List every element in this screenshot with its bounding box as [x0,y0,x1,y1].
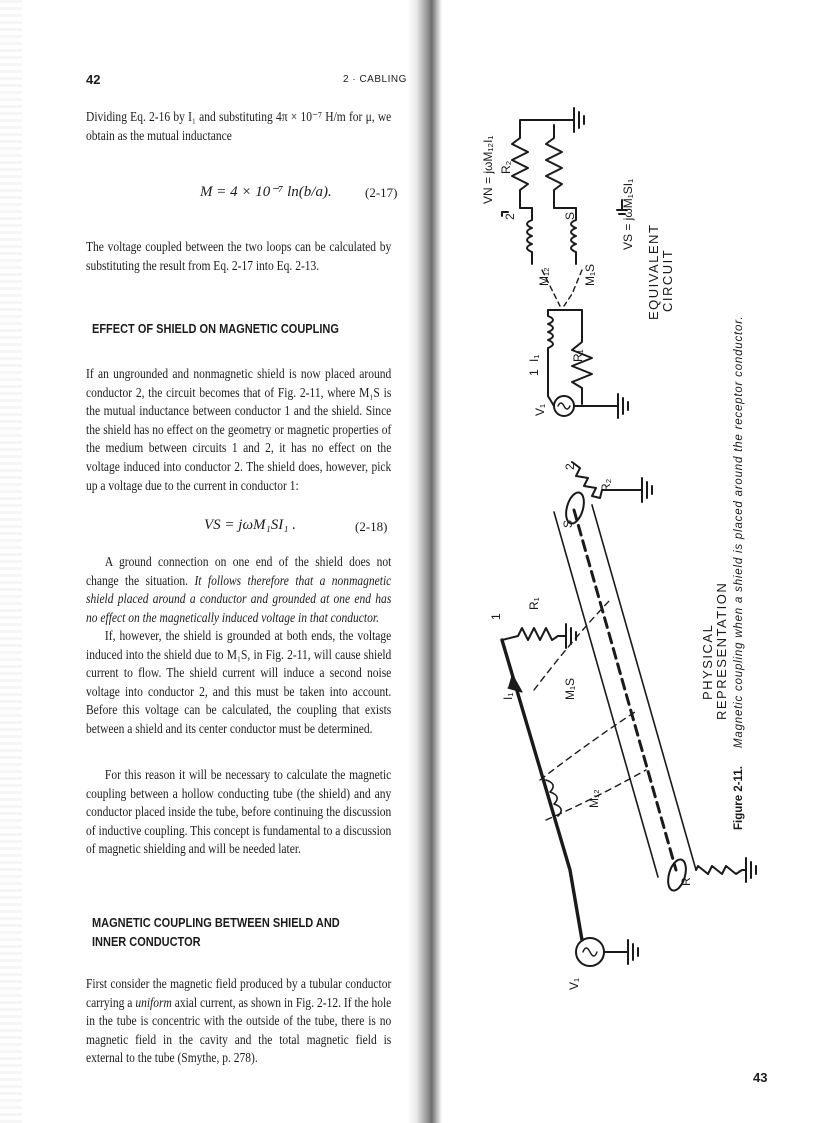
ground-symbol [642,478,652,502]
scan-edge-left [0,0,22,1123]
ground-paragraph-italic: It follows therefore that a nonmagnetic shield placed around a conductor and grounded at one end has no effect on the magnetically induced voltage in that conductor. [86,572,392,625]
label-physical-node-s: S [561,519,575,528]
shield-end-bottom [665,857,689,892]
first-consider-a: First consider the magnetic field produced by a tubular conductor carrying a [86,976,392,1010]
label-r1: R₁ [571,349,585,362]
label-physical-m1s: M₁S [563,677,577,700]
label-physical-i1: I₁ [501,692,515,700]
equation-2-17-number: (2-17) [365,185,398,200]
equivalent-circuit-title-2: CIRCUIT [660,248,675,312]
book-gutter [408,0,442,1123]
resistor-r1-physical [502,628,566,640]
ground-symbol [746,858,756,882]
label-node-s: S [563,211,577,220]
resistor-r2 [512,125,528,208]
label-r2: R₂ [499,160,513,174]
intro-paragraph: Dividing Eq. 2-16 by I₁ and substituting 4π × 10⁻⁷ H/m for μ, we obtain as the mutual inductance [86,109,392,143]
heading-shield-inner-conductor: MAGNETIC COUPLING BETWEEN SHIELD AND INNER CONDUCTOR [92,916,340,949]
resistor-r1 [548,310,592,404]
running-head: 2 · CABLING [343,74,407,85]
resistor-r-physical [696,866,746,874]
label-vs-equation: VS = jωM₁SI₁ [621,178,635,250]
physical-title-1: PHYSICAL [700,623,715,700]
voltage-paragraph: The voltage coupled between the two loops can be calculated by substituting the result from Eq. 2-17 into Eq. 2-13. [86,239,392,273]
both-ends-paragraph: If, however, the shield is grounded at both ends, the voltage induced into the shield due to M₁S, in Fig. 2-11, will cause shield current to flow. The shield current will induce a second noise voltage into conductor 2, and this must be taken into account. Before this voltage can be calculated, the coupling that exists between a shield and its center conductor must be determined. [86,628,392,736]
ground-symbol [574,108,584,132]
equivalent-circuit [502,108,628,418]
first-consider-paragraph [86,975,391,1068]
label-physical-r2: R₂ [599,478,613,492]
label-i1: I₁ [527,354,541,362]
page-number-left: 42 [86,72,101,87]
figure-2-11 [442,80,782,1040]
inductor-conductor-2 [527,208,532,264]
label-m1s: M₁S [583,263,597,286]
label-node-2: 2 [503,213,517,220]
equation-2-18: VS = jωM₁SI₁ . [204,517,296,533]
shield-paragraph: If an ungrounded and nonmagnetic shield is now placed around conductor 2, the circuit becomes that of Fig. 2-11, where M₁S is the mutual inductance between conductor 1 and the shield. Since the shield has no effect on the geometry or magnetic properties of the medium between circuits 1 and 2, it has no effect on the voltage induced into conductor 2. The shield does, however, pick up a voltage due to the current in conductor 1: [86,366,392,493]
equation-2-18-number: (2-18) [355,519,388,534]
reason-paragraph: For this reason it will be necessary to calculate the magnetic coupling between a hollow conducting tube (the shield) and any conductor placed inside the tube, before continuing the discussion of inductive coupling. This concept is fundamental to a discussion of magnetic shielding and will be needed later. [86,767,392,857]
label-m12: M₁₂ [537,267,551,286]
label-physical-r1: R₁ [527,597,541,610]
equation-2-17: M = 4 × 10⁻⁷ ln(b/a). [200,184,332,200]
label-node-1: 1 [527,369,541,376]
figure-caption-label: Figure 2-11. [733,766,745,830]
ground-symbol [618,394,628,418]
equivalent-circuit-title-1: EQUIVALENT [646,223,661,320]
ground-paragraph [86,553,391,627]
label-physical-v1: V₁ [567,977,581,990]
label-vn-equation: VN = jωM₁₂I₁ [481,135,495,204]
first-consider-b: axial current, as shown in Fig. 2-12. If the hole in the tube is concentric with the outside of the tube, there is no magnetic field in the cavity and the total magnetic field is external to the tube (Smythe, p. 278). [86,994,392,1066]
receptor-conductor-2 [574,510,676,870]
first-consider-italic: uniform [135,994,172,1010]
label-physical-node-2: 2 [563,463,577,470]
heading-effect-of-shield: EFFECT OF SHIELD ON MAGNETIC COUPLING [92,322,339,336]
label-physical-r: R [679,877,693,886]
label-physical-node-1: 1 [489,613,503,620]
page-number-right: 43 [753,1070,768,1085]
figure-caption-text: Magnetic coupling when a shield is placed around the receptor conductor. [733,315,745,748]
inductor-conductor-1 [548,310,553,354]
label-physical-m12: M₁₂ [587,789,601,808]
label-v1: V₁ [533,403,547,416]
physical-title-2: REPRESENTATION [714,581,729,720]
current-arrow-i1 [508,674,522,692]
ground-paragraph-lead: A ground connection on one end of the shield does not change the situation. [86,554,392,588]
